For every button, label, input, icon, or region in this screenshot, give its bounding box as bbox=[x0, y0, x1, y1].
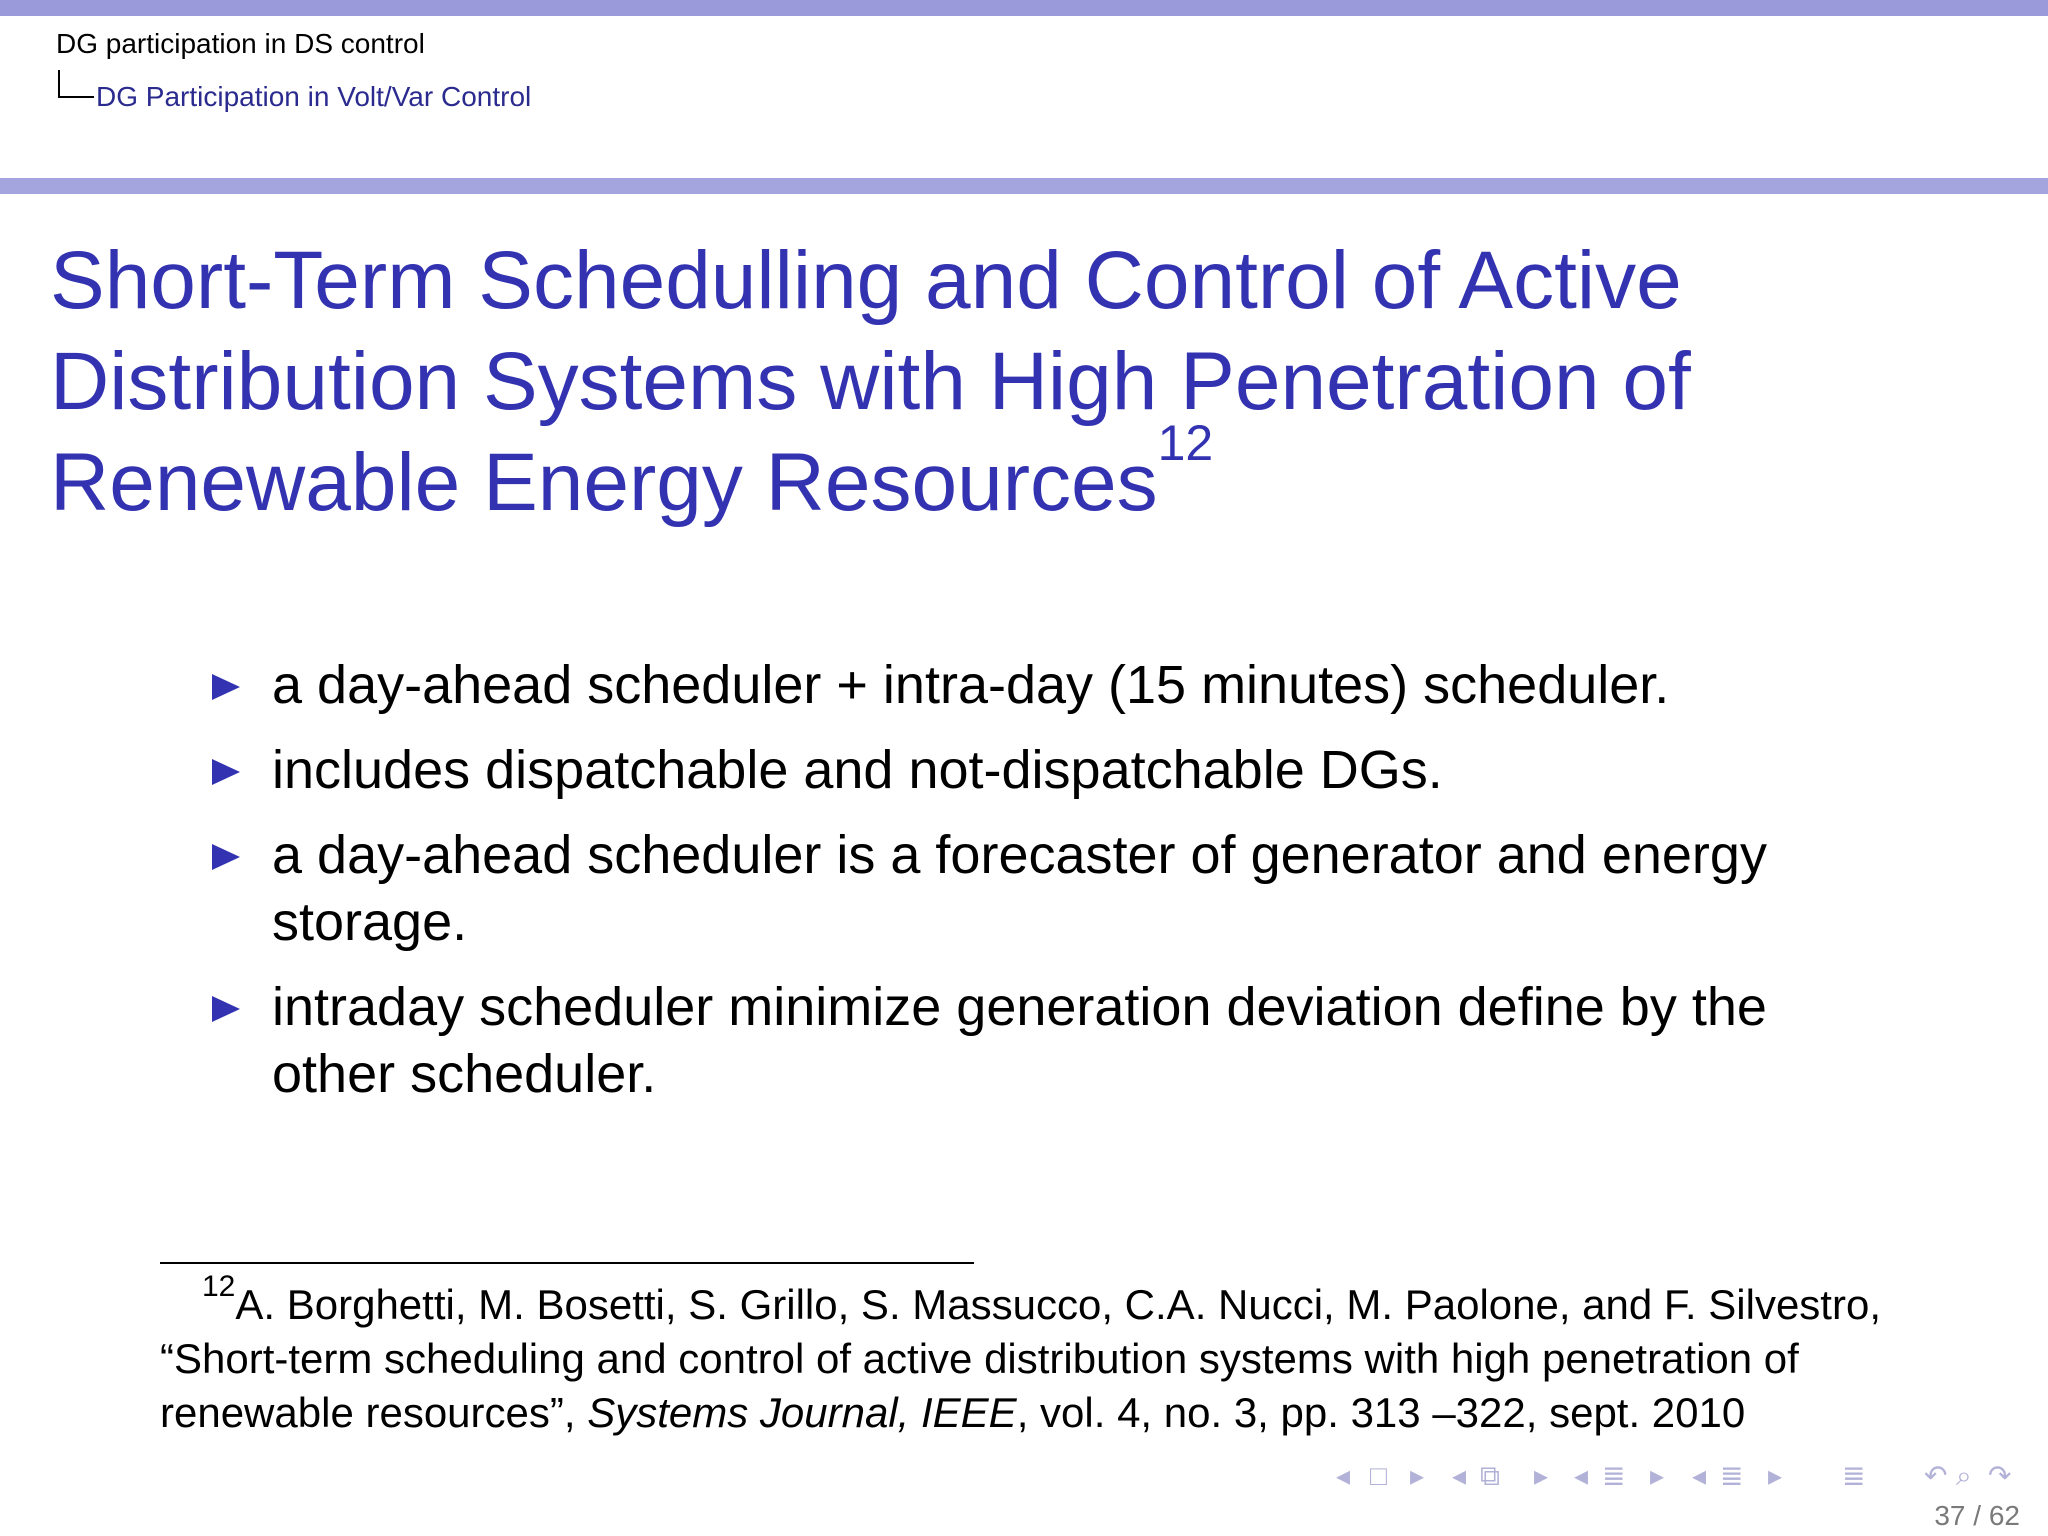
footnote-number: 12 bbox=[202, 1270, 236, 1303]
bullet-list bbox=[272, 652, 1892, 1126]
breadcrumb-section[interactable]: DG participation in DS control bbox=[56, 28, 425, 59]
title-text: Short-Term Schedulling and Control of Active Distribution Systems with High Penetration of Renewable Energy Resources bbox=[50, 235, 1691, 528]
page-number: 37 / 62 bbox=[1934, 1500, 2020, 1531]
nav-prev-subsection-icon[interactable]: ◂ bbox=[1452, 1460, 1467, 1491]
nav-back-icon[interactable]: ↶ bbox=[1924, 1460, 1948, 1491]
title-footnote-mark[interactable]: 12 bbox=[1157, 415, 1214, 471]
nav-next-frame-icon[interactable]: ▸ bbox=[1410, 1460, 1425, 1491]
nav-search-icon[interactable]: ⌕ bbox=[1956, 1460, 1972, 1491]
bullet-arrow-icon bbox=[212, 674, 240, 700]
bullet-arrow-icon bbox=[212, 759, 240, 785]
nav-forward-icon[interactable]: ↷ bbox=[1988, 1460, 2012, 1491]
nav-prev-doc-icon[interactable]: ◂ bbox=[1692, 1460, 1707, 1491]
nav-section-icon[interactable]: ≣ bbox=[1602, 1460, 1626, 1491]
bullet-text: intraday scheduler minimize generation deviation define by the other scheduler. bbox=[272, 977, 1767, 1104]
bullet-text: a day-ahead scheduler + intra-day (15 minutes) scheduler. bbox=[272, 655, 1670, 715]
nav-align-icon[interactable]: ≣ bbox=[1842, 1460, 1866, 1491]
footnote-journal: Systems Journal, IEEE bbox=[587, 1389, 1017, 1436]
nav-next-subsection-icon[interactable]: ▸ bbox=[1534, 1460, 1549, 1491]
nav-subsection-icon[interactable]: ⧉ bbox=[1480, 1460, 1500, 1491]
top-header-bar bbox=[0, 0, 2048, 16]
bullet-item bbox=[272, 652, 1892, 719]
footnote-rule bbox=[160, 1262, 974, 1264]
bullet-item bbox=[272, 974, 1892, 1108]
bullet-arrow-icon bbox=[212, 996, 240, 1022]
nav-frame-icon[interactable]: □ bbox=[1370, 1460, 1387, 1491]
nav-doc-icon[interactable]: ≣ bbox=[1720, 1460, 1744, 1491]
nav-next-doc-icon[interactable]: ▸ bbox=[1768, 1460, 1783, 1491]
footnote-text-before: A. Borghetti, M. Bosetti, S. Grillo, S. Massucco, C.A. Nucci, M. Paolone, and F. Silvestro, “Short-term scheduling and control of active distribution systems with high penetration of renewable resources”, bbox=[160, 1281, 1881, 1436]
footnote bbox=[160, 1270, 1920, 1440]
bullet-arrow-icon bbox=[212, 844, 240, 870]
beamer-navigation-bar bbox=[1336, 1456, 2036, 1496]
nav-prev-frame-icon[interactable]: ◂ bbox=[1336, 1460, 1351, 1491]
bullet-text: includes dispatchable and not-dispatchable DGs. bbox=[272, 740, 1443, 800]
bullet-item bbox=[272, 822, 1892, 956]
title-separator-bar bbox=[0, 178, 2048, 194]
nav-prev-section-icon[interactable]: ◂ bbox=[1574, 1460, 1589, 1491]
footnote-text-after: , vol. 4, no. 3, pp. 313 –322, sept. 2010 bbox=[1016, 1389, 1746, 1436]
nav-next-section-icon[interactable]: ▸ bbox=[1650, 1460, 1665, 1491]
bullet-text: a day-ahead scheduler is a forecaster of generator and energy storage. bbox=[272, 825, 1767, 952]
bullet-item bbox=[272, 737, 1892, 804]
breadcrumb-subsection[interactable]: DG Participation in Volt/Var Control bbox=[96, 81, 532, 112]
breadcrumb-connector bbox=[58, 70, 94, 98]
page-title bbox=[50, 230, 1810, 533]
